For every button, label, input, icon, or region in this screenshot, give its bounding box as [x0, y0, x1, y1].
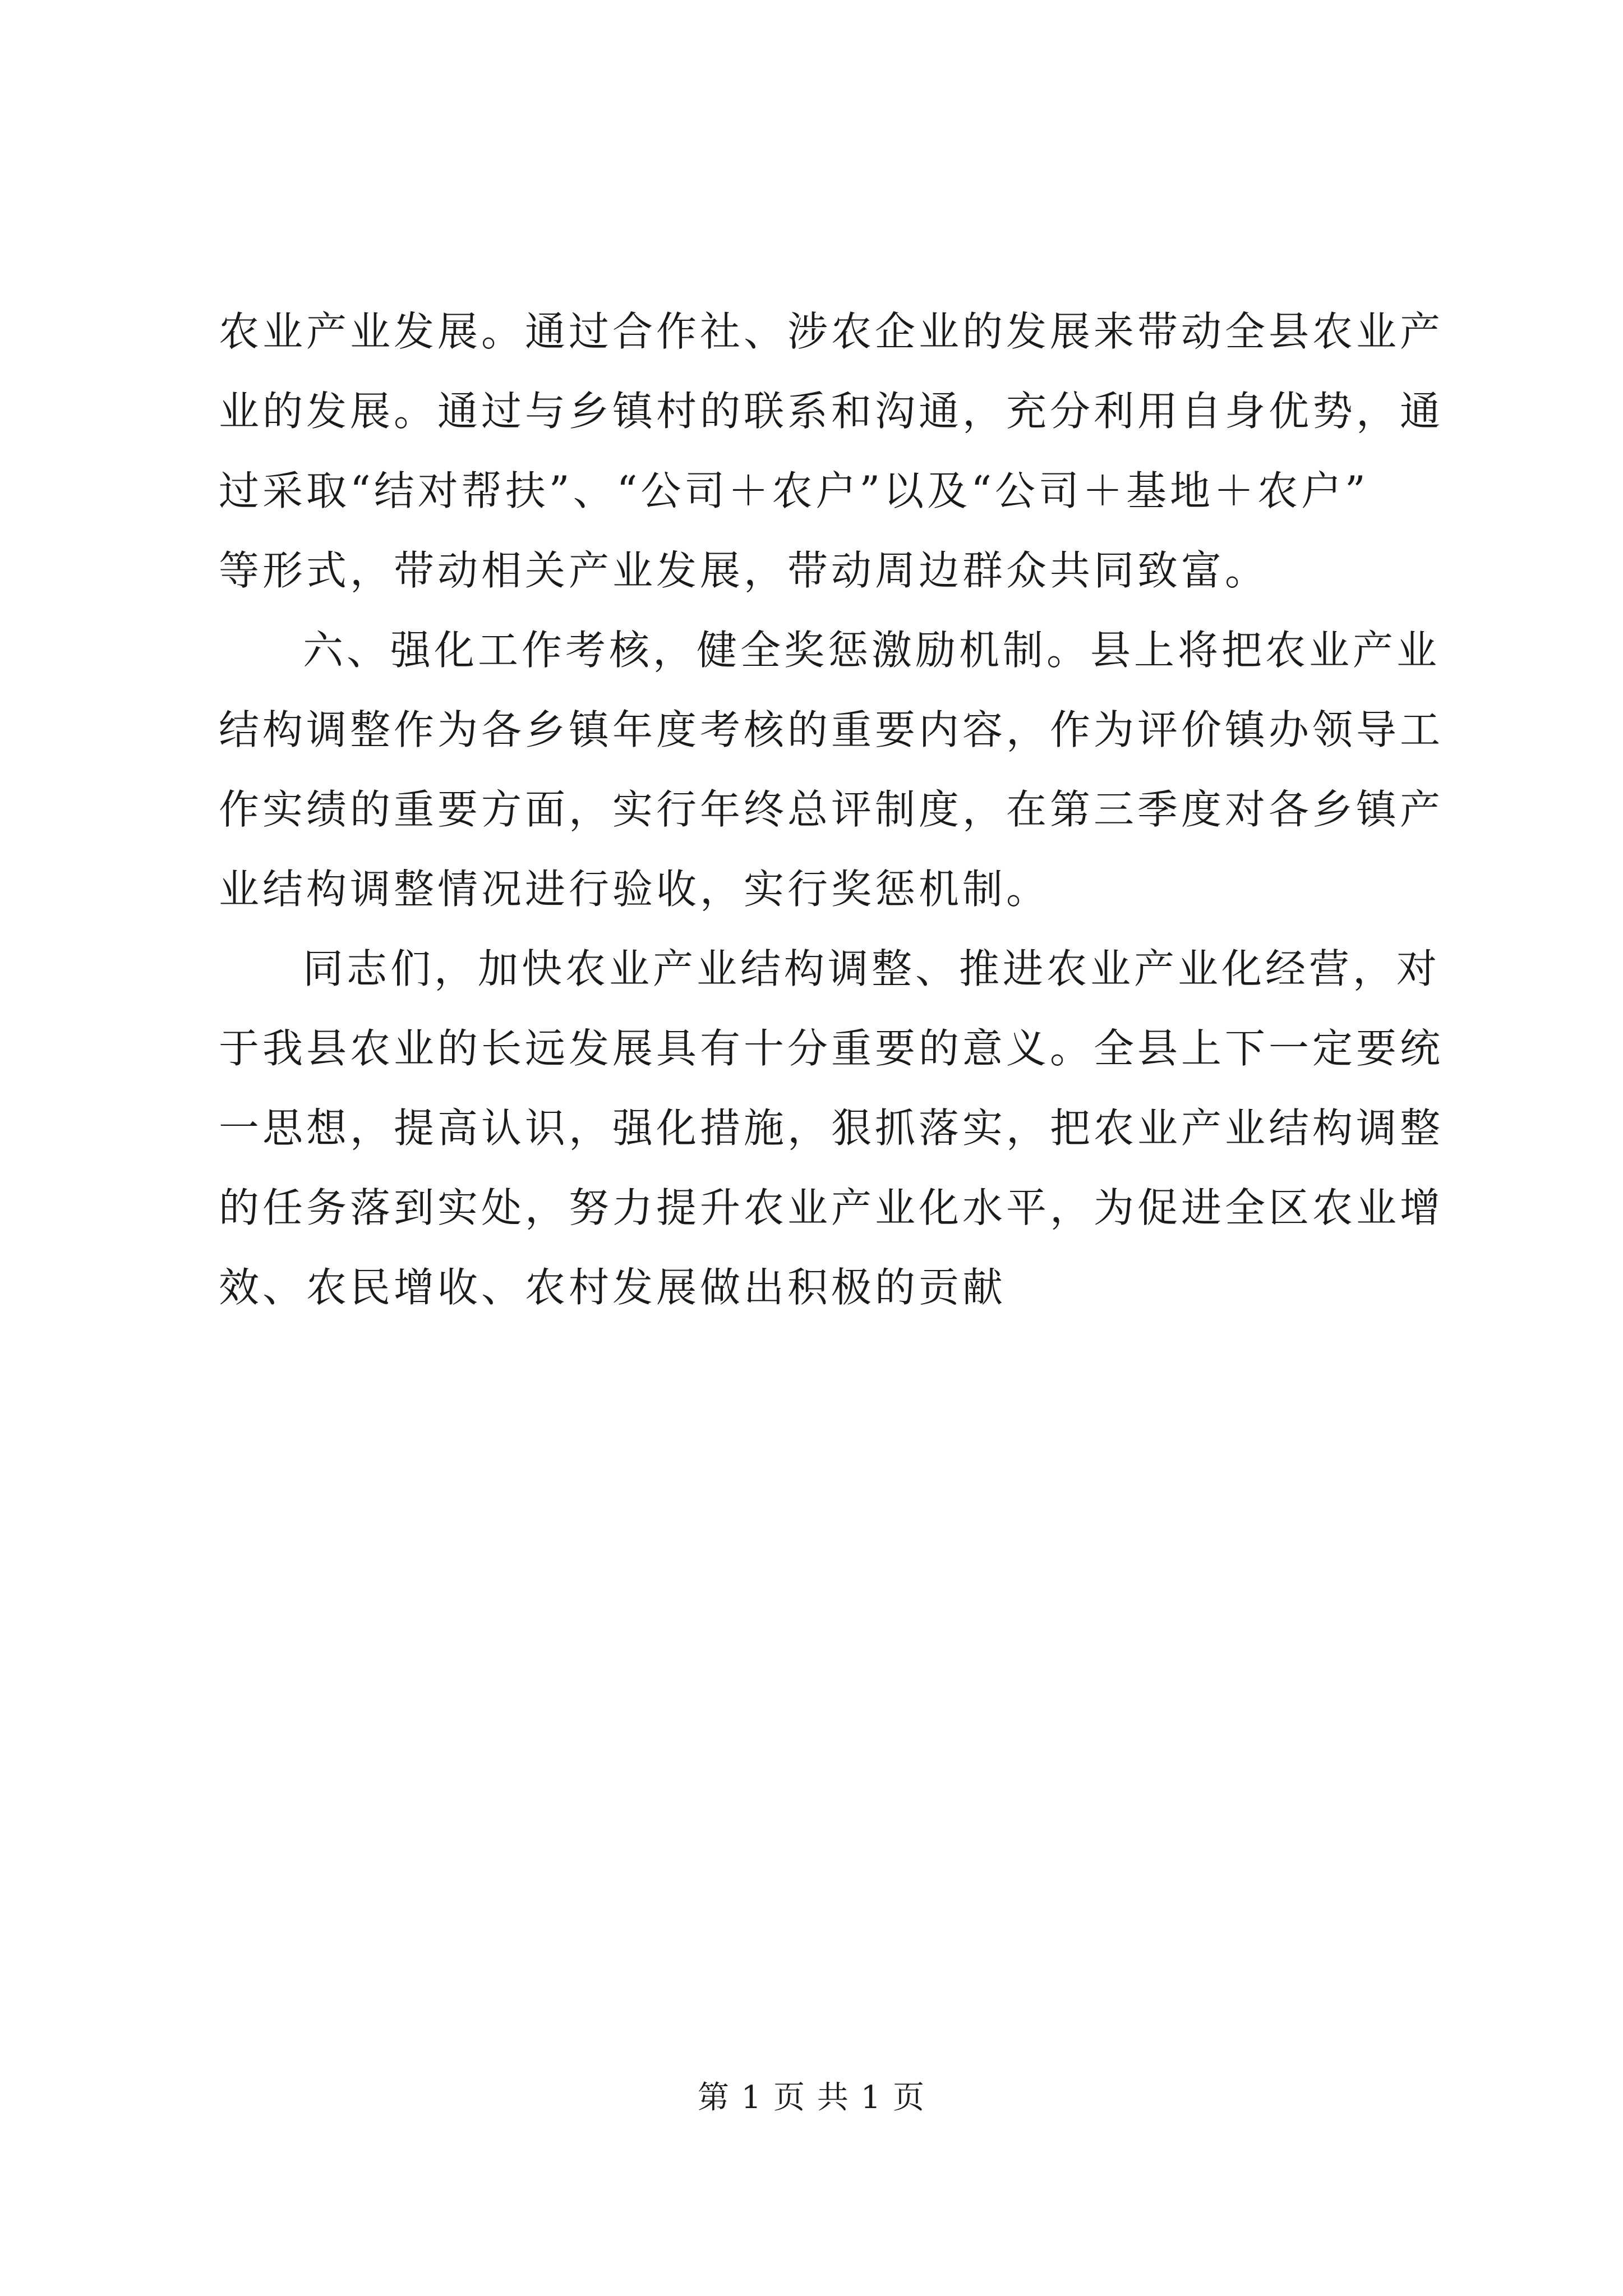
text-line: 结构调整作为各乡镇年度考核的重要内容，作为评价镇办领导工: [219, 706, 1444, 753]
document-body: [219, 292, 1444, 1327]
text-line: 作实绩的重要方面，实行年终总评制度，在第三季度对各乡镇产: [219, 786, 1444, 833]
text-line: 农业产业发展。通过合作社、涉农企业的发展来带动全县农业产: [219, 308, 1444, 355]
text-line: 同志们，加快农业产业结构调整、推进农业产业化经营，对: [303, 945, 1441, 992]
page-number-footer: 第 1 页 共 1 页: [697, 2079, 926, 2116]
text-line: 六、强化工作考核，健全奖惩激励机制。县上将把农业产业: [303, 627, 1441, 674]
text-line: 的任务落到实处，努力提升农业产业化水平，为促进全区农业增: [219, 1184, 1444, 1231]
text-line: 过采取“结对帮扶”、“公司＋农户”以及“公司＋基地＋农户”: [219, 467, 1369, 514]
text-line: 等形式，带动相关产业发展，带动周边群众共同致富。: [219, 547, 1269, 594]
text-line: 于我县农业的长远发展具有十分重要的意义。全县上下一定要统: [219, 1025, 1444, 1072]
text-line: 业的发展。通过与乡镇村的联系和沟通，充分利用自身优势，通: [219, 388, 1444, 435]
text-line: 业结构调整情况进行验收，实行奖惩机制。: [219, 866, 1050, 913]
text-line: 一思想，提高认识，强化措施，狠抓落实，把农业产业结构调整: [219, 1105, 1444, 1152]
text-line: 效、农民增收、农村发展做出积极的贡献: [219, 1264, 1007, 1311]
